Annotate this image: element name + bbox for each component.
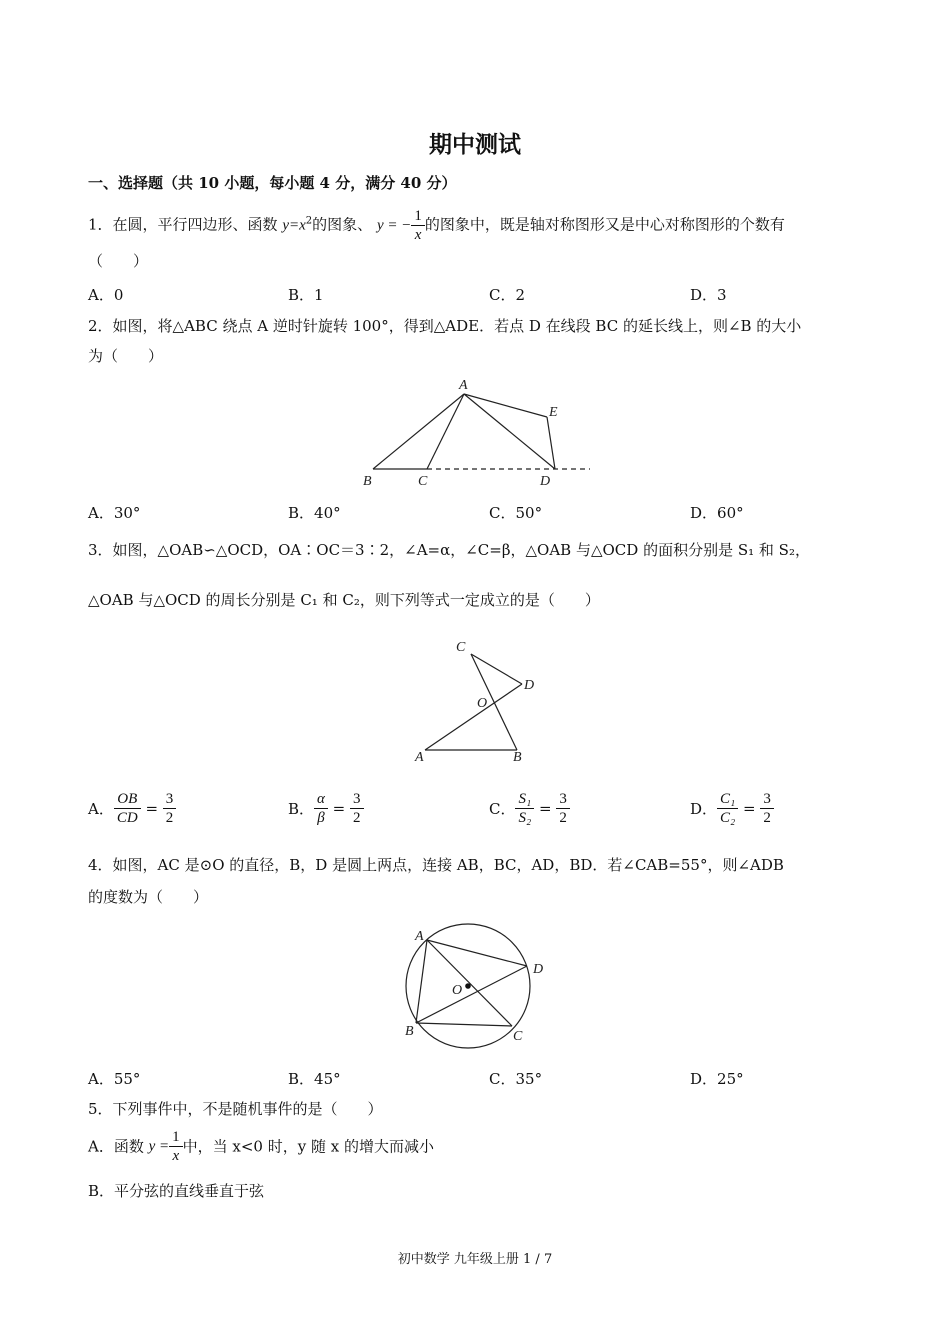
- q3-b-rden: 2: [353, 810, 361, 826]
- q3-label-d: D: [524, 678, 535, 693]
- q3-c-den: S₂: [518, 810, 532, 826]
- q2-segment-ac: [427, 394, 464, 469]
- q3-label-o: O: [477, 696, 488, 711]
- q4-option-c: C．35°: [489, 1070, 543, 1088]
- q1-paren: （ ）: [88, 252, 149, 270]
- q1-option-a: A．0: [88, 286, 124, 304]
- q3-option-c-letter: C．: [489, 800, 516, 818]
- q3-a-rden: 2: [165, 810, 174, 826]
- q3-d-rden: 2: [763, 810, 771, 826]
- q5-option-a-y: y =: [148, 1138, 170, 1155]
- q3-a-rnum: 3: [163, 790, 177, 809]
- q3-option-d-rhs: [760, 790, 774, 827]
- page-footer: 初中数学 九年级上册 1 / 7: [397, 1252, 553, 1267]
- page-title: 期中测试: [429, 131, 521, 158]
- q4-center-point: [465, 983, 471, 989]
- q4-option-b: B．45°: [288, 1070, 341, 1088]
- q5-stem: 5．下列事件中，不是随机事件的是（ ）: [88, 1100, 383, 1118]
- q1-text-1: 1．在圆，平行四边形、函数: [88, 215, 283, 234]
- q1-option-d: D．3: [690, 286, 727, 304]
- q1-fraction: [411, 207, 425, 244]
- q2-figure: [355, 372, 600, 494]
- q3-c-rden: 2: [559, 810, 567, 826]
- q1-y-equals: y = −: [376, 217, 412, 234]
- q3-d-den: C₂: [720, 810, 736, 826]
- q3-option-c: C． $\frac{\text{S₁}}{\text{S₂}}$ = $\frac{3}{2}$: [489, 790, 570, 827]
- q4-label-o: O: [452, 983, 463, 998]
- q5-option-a: [88, 1128, 434, 1165]
- q5-option-a-post: 中，当 x<0 时，y 随 x 的增大而减小: [182, 1137, 434, 1156]
- q3-figure: [405, 632, 545, 767]
- q3-option-b-rhs: [350, 790, 364, 827]
- q3-c-num: S₁: [515, 790, 534, 809]
- q5-option-b: B．平分弦的直线垂直于弦: [88, 1182, 265, 1200]
- q3-c-rnum: 3: [556, 790, 570, 809]
- q3-d-rnum: 3: [760, 790, 774, 809]
- q4-label-b: B: [405, 1024, 414, 1039]
- q1-option-c: C．2: [489, 286, 526, 304]
- q3-d-num: C₁: [717, 790, 738, 809]
- q4-stem-line2: 的度数为（ ）: [88, 888, 209, 906]
- q3-label-a: A: [415, 750, 424, 765]
- question-1-stem: [88, 207, 785, 244]
- q4-label-c: C: [513, 1029, 523, 1044]
- q2-segment-de: [547, 417, 555, 469]
- q2-option-d: D．60°: [690, 504, 744, 522]
- q3-option-b: B． $\frac{\alpha}{\beta}$ = $\frac{3}{2}$: [288, 790, 364, 827]
- q3-segment-da: [425, 684, 522, 750]
- q4-segment-ad: [427, 940, 527, 966]
- q4-segment-ab: [416, 940, 427, 1023]
- q2-option-b: B．40°: [288, 504, 341, 522]
- q3-option-d-lhs: [717, 790, 738, 827]
- q3-option-b-lhs: [314, 790, 328, 827]
- q2-label-d: D: [540, 474, 551, 489]
- q2-label-b: B: [363, 474, 372, 489]
- q5-frac-num: 1: [169, 1128, 183, 1147]
- q4-label-d: D: [533, 962, 544, 977]
- q3-a-num: OB: [114, 790, 141, 809]
- q3-option-b-letter: B．: [288, 800, 315, 818]
- q1-exponent: 2: [305, 215, 313, 227]
- q4-stem-line1: 4．如图，AC 是⊙O 的直径，B，D 是圆上两点，连接 AB，BC，AD，BD．若∠CAB=55°，则∠ADB: [88, 856, 784, 874]
- q3-b-num: α: [314, 790, 328, 809]
- q2-stem-line2: 为（ ）: [88, 347, 164, 365]
- q2-label-e: E: [549, 405, 558, 420]
- q2-segment-ad: [464, 394, 555, 469]
- q3-a-den: CD: [116, 810, 138, 826]
- q1-frac-den: x: [414, 227, 422, 243]
- section-heading: 一、选择题（共 10 小题，每小题 4 分，满分 40 分）: [88, 174, 457, 192]
- q3-b-den: β: [317, 810, 325, 826]
- q3-option-c-rhs: [556, 790, 570, 827]
- q2-option-a: A．30°: [88, 504, 141, 522]
- q3-stem-line1: 3．如图，△OAB∽△OCD，OA∶OC＝3∶2，∠A=α，∠C=β，△OAB 与△OCD 的面积分别是 S₁ 和 S₂，: [88, 541, 810, 559]
- q3-stem-line2: △OAB 与△OCD 的周长分别是 C₁ 和 C₂，则下列等式一定成立的是（ ）: [88, 591, 600, 609]
- q3-option-a: A． $\frac{OB}{CD}$ = $\frac{3}{2}$: [88, 790, 176, 827]
- q2-option-c: C．50°: [489, 504, 543, 522]
- q2-segment-ab: [373, 394, 464, 469]
- q1-frac-num: 1: [411, 207, 425, 226]
- q3-option-a-lhs: [114, 790, 141, 827]
- q3-label-b: B: [513, 750, 522, 765]
- q3-option-a-letter: A．: [88, 800, 114, 818]
- q3-option-d-letter: D．: [690, 800, 718, 818]
- q4-segment-bc: [416, 1023, 512, 1026]
- q2-segment-ae: [464, 394, 547, 417]
- q4-label-a: A: [415, 929, 424, 944]
- q4-figure: [398, 922, 553, 1054]
- q4-option-a: A．55°: [88, 1070, 141, 1088]
- q2-label-a: A: [459, 378, 468, 393]
- q1-func: y=x: [282, 217, 306, 234]
- q1-text-2: 的图象、: [312, 215, 373, 234]
- q3-option-a-rhs: [163, 790, 177, 827]
- q3-label-c: C: [456, 640, 466, 655]
- q1-option-b: B．1: [288, 286, 324, 304]
- q5-option-a-pre: A．函数: [88, 1137, 149, 1156]
- q4-segment-ac: [427, 940, 512, 1026]
- q3-option-c-lhs: [515, 790, 534, 827]
- q4-option-d: D．25°: [690, 1070, 744, 1088]
- q5-frac-den: x: [172, 1148, 180, 1164]
- q3-b-rnum: 3: [350, 790, 364, 809]
- q4-segment-bd: [416, 966, 527, 1023]
- q3-option-d: D． $\frac{\text{C₁}}{\text{C₂}}$ = $\frac{3}{2}$: [690, 790, 774, 827]
- q1-text-3: 的图象中，既是轴对称图形又是中心对称图形的个数有: [424, 215, 785, 234]
- q5-option-a-fraction: [169, 1128, 183, 1165]
- q2-stem-line1: 2．如图，将△ABC 绕点 A 逆时针旋转 100°，得到△ADE．若点 D 在线段 BC 的延长线上，则∠B 的大小: [88, 317, 802, 335]
- q2-label-c: C: [418, 474, 428, 489]
